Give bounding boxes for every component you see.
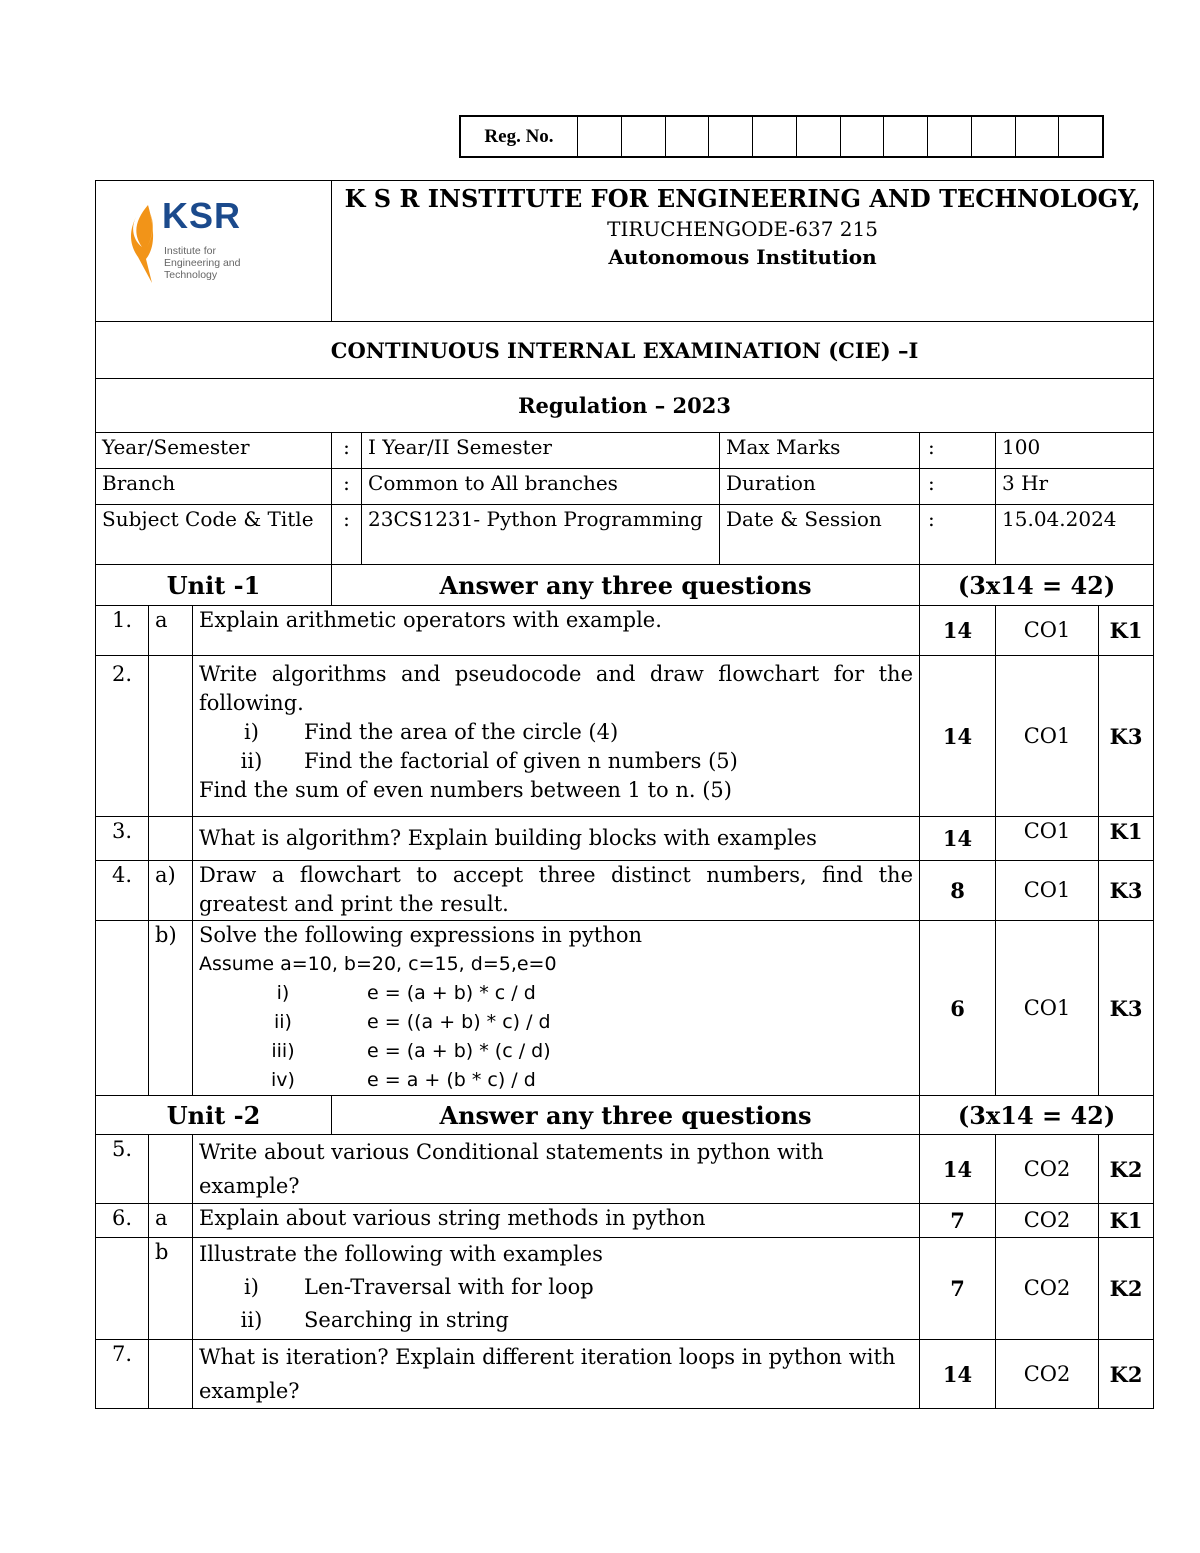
question-number [96,1238,149,1340]
question-k-level: K2 [1099,1340,1154,1409]
question-sub [149,1135,193,1204]
regulation: Regulation – 2023 [96,379,1154,433]
question-assume: Assume a=10, b=20, c=15, d=5,e=0 [199,953,557,975]
question-sub [149,656,193,817]
question-sub: a) [149,861,193,921]
info-label: Max Marks [720,433,920,469]
question-marks: 14 [920,817,996,861]
sub-item-text: Searching in string [304,1308,509,1332]
question-number: 5. [96,1135,149,1204]
question-sub: a [149,606,193,656]
question-k-level: K3 [1099,861,1154,921]
question-marks: 6 [920,921,996,1096]
institution-header [332,181,1154,322]
reg-no-cell[interactable] [972,117,1016,156]
question-co: CO1 [996,656,1099,817]
sub-item-text: Find the area of the circle (4) [304,720,619,744]
question-marks: 7 [920,1238,996,1340]
question-text: Explain arithmetic operators with example. [193,606,920,656]
unit-instruction: Answer any three questions [332,1096,920,1135]
expression-item [199,1037,913,1066]
info-label: Year/Semester [96,433,332,469]
question-sub [149,1340,193,1409]
question-k-level: K3 [1099,921,1154,1096]
reg-no-label: Reg. No. [461,117,578,156]
reg-no-cell[interactable] [753,117,797,156]
question-number [96,921,149,1096]
sub-item [199,1304,913,1337]
sub-item-number: i) [244,720,259,744]
question-number: 3. [96,817,149,861]
question-number: 2. [96,656,149,817]
sub-item-number: i) [244,1275,259,1299]
reg-no-cell[interactable] [666,117,710,156]
unit-label: Unit -1 [96,565,332,606]
question-body [193,921,920,1096]
question-text: Explain about various string methods in python [193,1204,920,1238]
info-colon: : [332,505,362,565]
question-number: 4. [96,861,149,921]
question-marks: 14 [920,1340,996,1409]
flame-icon [126,203,160,285]
reg-no-cell[interactable] [841,117,885,156]
info-value: 100 [996,433,1154,469]
info-value: Common to All branches [362,469,720,505]
question-number: 6. [96,1204,149,1238]
question-k-level: K2 [1099,1238,1154,1340]
question-co: CO1 [996,606,1099,656]
question-co: CO2 [996,1135,1099,1204]
info-value: I Year/II Semester [362,433,720,469]
reg-no-cell[interactable] [1059,117,1102,156]
expression-item [199,1066,913,1095]
expression-number: ii) [274,1011,292,1033]
question-text: Write about various Conditional statements in python with example? [193,1135,920,1204]
reg-no-cell[interactable] [928,117,972,156]
expression-text: e = (a + b) * (c / d) [367,1040,551,1062]
exam-paper-table [95,180,1154,1409]
expression-number: i) [276,982,290,1004]
question-co: CO1 [996,817,1099,861]
reg-no-box [459,115,1104,158]
sub-item [199,1271,913,1304]
reg-no-cell[interactable] [578,117,622,156]
question-text: What is algorithm? Explain building blocks with examples [193,817,920,861]
exam-title: CONTINUOUS INTERNAL EXAMINATION (CIE) –I [96,322,1154,379]
info-label: Branch [96,469,332,505]
reg-no-cell[interactable] [1016,117,1060,156]
info-label: Subject Code & Title [96,505,332,565]
question-text: Write algorithms and pseudocode and draw flowchart for the following. [199,662,914,715]
question-text: Draw a flowchart to accept three distinct numbers, find the greatest and print the result. [193,861,920,921]
expression-text: e = (a + b) * c / d [367,982,536,1004]
question-k-level: K2 [1099,1135,1154,1204]
question-text: What is iteration? Explain different iteration loops in python with example? [193,1340,920,1409]
question-sub: b) [149,921,193,1096]
info-colon: : [920,433,996,469]
question-co: CO1 [996,861,1099,921]
question-k-level: K1 [1099,606,1154,656]
institution-name: K S R INSTITUTE FOR ENGINEERING AND TECHNOLOGY, [344,184,1141,213]
reg-no-cell[interactable] [709,117,753,156]
question-co: CO1 [996,921,1099,1096]
question-body [193,1238,920,1340]
logo-cell [96,181,332,322]
unit-marks: (3x14 = 42) [920,1096,1154,1135]
reg-no-cell[interactable] [622,117,666,156]
info-label: Date & Session [720,505,920,565]
question-marks: 8 [920,861,996,921]
question-marks: 14 [920,1135,996,1204]
question-number: 1. [96,606,149,656]
sub-item-number: ii) [240,749,263,773]
question-text: Illustrate the following with examples [199,1242,603,1266]
info-value: 23CS1231- Python Programming [362,505,720,565]
question-marks: 7 [920,1204,996,1238]
unit-label: Unit -2 [96,1096,332,1135]
info-label: Duration [720,469,920,505]
sub-item-text: Len-Traversal with for loop [304,1275,594,1299]
question-sub: a [149,1204,193,1238]
question-extra: Find the sum of even numbers between 1 to n. (5) [199,778,732,802]
ksr-logo [126,195,256,285]
question-co: CO2 [996,1204,1099,1238]
sub-item [199,718,913,747]
unit-instruction: Answer any three questions [332,565,920,606]
unit-marks: (3x14 = 42) [920,565,1154,606]
question-number: 7. [96,1340,149,1409]
expression-number: iv) [271,1069,295,1091]
info-colon: : [920,505,996,565]
expression-number: iii) [271,1040,295,1062]
question-sub: b [149,1238,193,1340]
expression-text: e = a + (b * c) / d [367,1069,536,1091]
sub-item [199,747,913,776]
question-marks: 14 [920,606,996,656]
reg-no-cell[interactable] [884,117,928,156]
reg-no-cell[interactable] [797,117,841,156]
question-marks: 14 [920,656,996,817]
question-sub [149,817,193,861]
expression-item [199,979,913,1008]
sub-item-number: ii) [240,1308,263,1332]
question-k-level: K1 [1099,1204,1154,1238]
logo-subtext: Institute for Engineering and Technology [164,245,241,281]
sub-item-text: Find the factorial of given n numbers (5) [304,749,738,773]
info-value: 15.04.2024 [996,505,1154,565]
expression-text: e = ((a + b) * c) / d [367,1011,551,1033]
question-co: CO2 [996,1340,1099,1409]
expression-item [199,1008,913,1037]
info-colon: : [920,469,996,505]
institution-status: Autonomous Institution [608,245,877,269]
institution-address: TIRUCHENGODE-637 215 [607,217,878,241]
question-k-level: K3 [1099,656,1154,817]
info-colon: : [332,469,362,505]
question-body [193,656,920,817]
question-co: CO2 [996,1238,1099,1340]
logo-text: KSR [162,195,242,236]
question-text: Solve the following expressions in python [199,923,643,947]
question-k-level: K1 [1099,817,1154,861]
info-colon: : [332,433,362,469]
info-value: 3 Hr [996,469,1154,505]
